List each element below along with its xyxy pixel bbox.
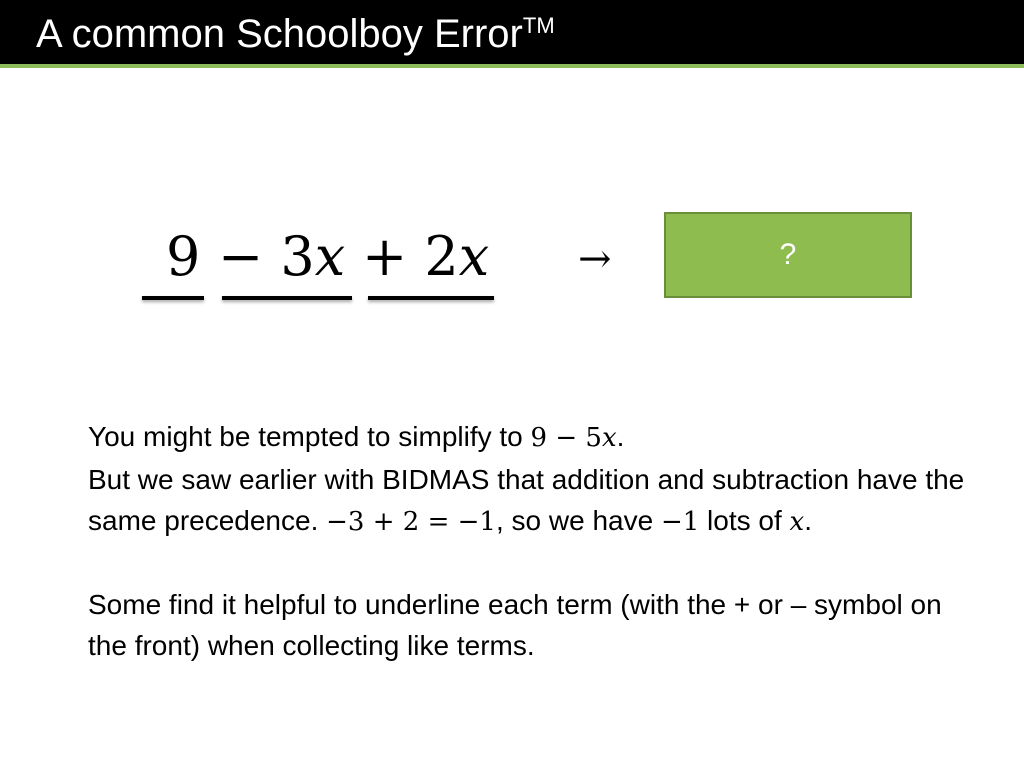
term-minus-3x-var: x — [314, 225, 346, 288]
math-9-minus-5 — [531, 423, 617, 453]
underline-term-plus-2x — [368, 296, 494, 300]
underline-term-minus-3x — [222, 296, 352, 300]
term-minus-3x-coef: − 3 — [218, 225, 315, 288]
explanation-line-2-mid: , so we have — [495, 505, 661, 536]
explanation-line-2 — [88, 459, 968, 543]
explanation-line-2-text: But we saw earlier with BIDMAS that addition and subtraction have the same precedence. — [88, 464, 965, 536]
slide-title-text: A common Schoolboy Error — [36, 12, 523, 56]
underline-term-nine — [142, 296, 204, 300]
slide-title — [36, 10, 555, 58]
term-minus-3x — [218, 222, 345, 292]
trademark-mark: TM — [522, 13, 555, 38]
explanation-line-2-end: lots of — [699, 505, 790, 536]
math-sum: −3 + 2 = −1 — [326, 507, 496, 537]
term-plus-2x-var: x — [458, 225, 490, 288]
term-plus-2x-coef: + 2 — [362, 225, 459, 288]
explanation-line-1-text: You might be tempted to simplify to — [88, 421, 531, 452]
explanation-text — [88, 416, 968, 666]
answer-reveal-box[interactable] — [664, 212, 912, 298]
term-nine — [166, 222, 200, 292]
explanation-line-1-end: . — [616, 421, 625, 452]
title-divider — [0, 64, 1024, 68]
math-9-minus-5-num: 9 − 5 — [530, 423, 602, 453]
term-plus-2x — [362, 222, 489, 292]
term-nine-text: 9 — [166, 225, 201, 288]
explanation-line-2-period: . — [804, 505, 812, 536]
explanation-para-2: Some find it helpful to underline each term (with the + or – symbol on the front) when collecting like terms. — [88, 589, 942, 661]
explanation-line-1 — [88, 416, 968, 459]
math-x: x — [789, 507, 805, 537]
arrow-icon: → — [578, 236, 612, 282]
math-9-minus-5-var: x — [601, 423, 617, 453]
title-bar — [0, 0, 1024, 64]
math-minus-one: −1 — [660, 507, 700, 537]
paragraph-gap — [88, 543, 968, 584]
answer-placeholder: ? — [779, 238, 797, 271]
